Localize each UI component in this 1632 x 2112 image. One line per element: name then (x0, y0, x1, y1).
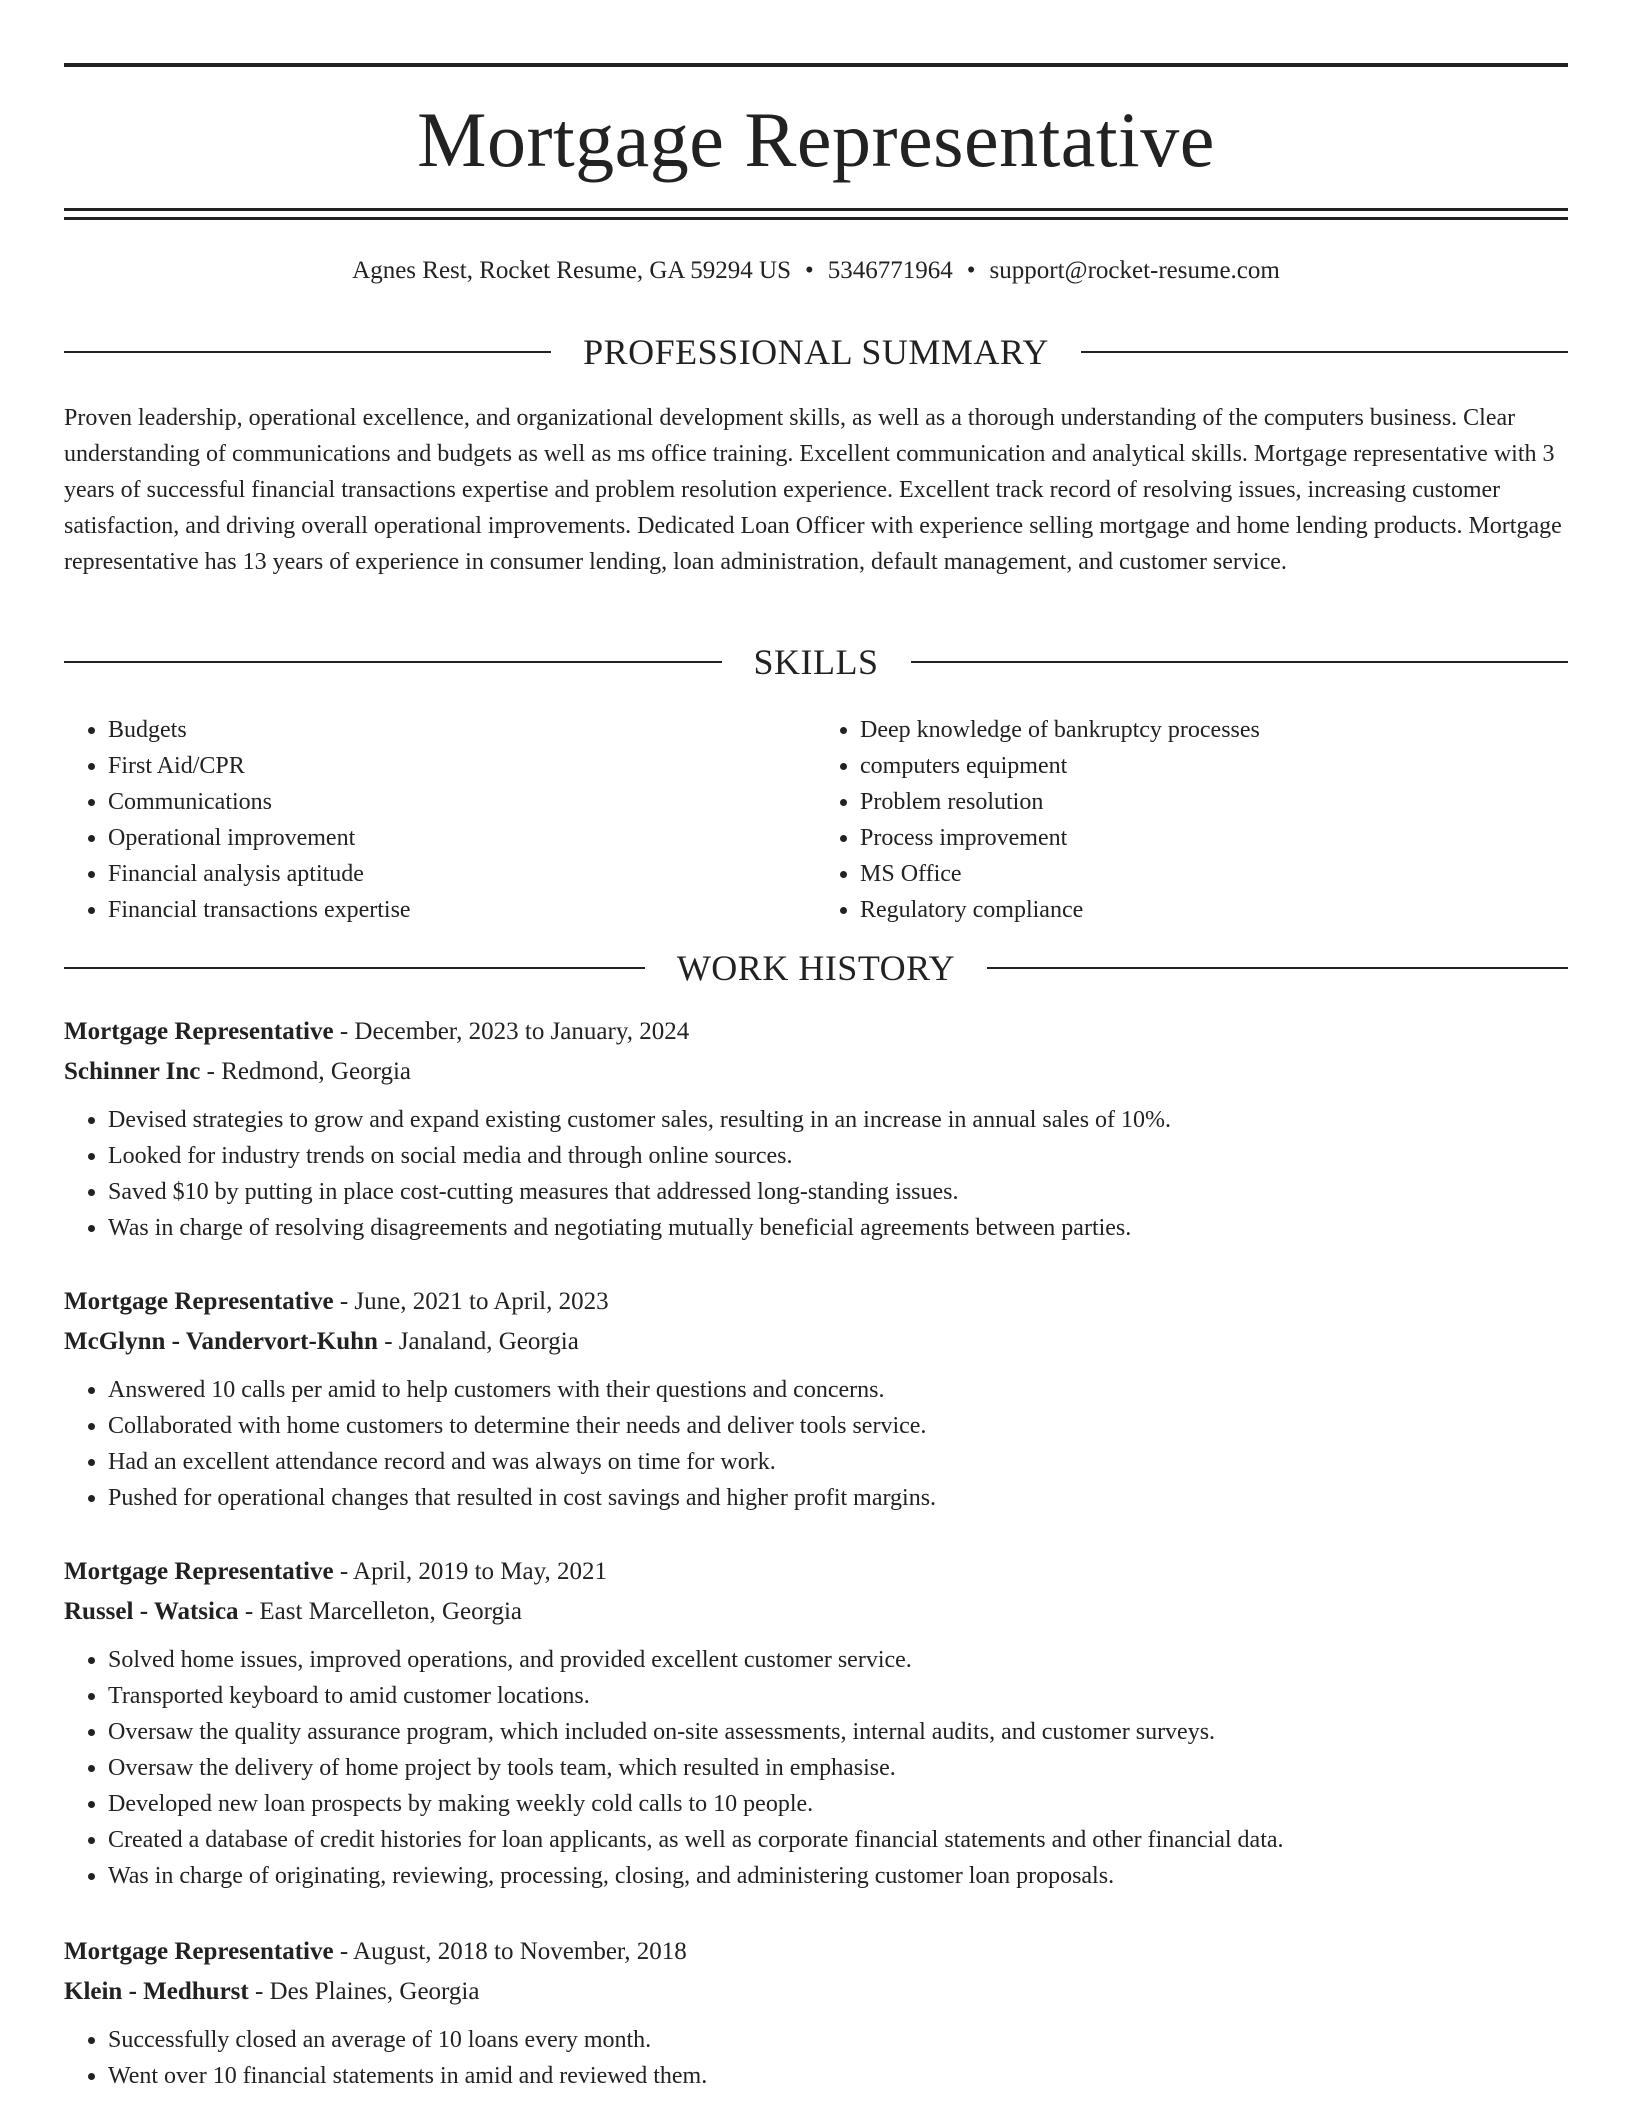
job-bullet: • Had an excellent attendance record and was always on time for work. (108, 1444, 1568, 1480)
skills-column-left (64, 712, 816, 928)
job-bullet: • Solved home issues, improved operations, and provided excellent customer service. (108, 1642, 1568, 1678)
skill-item: • Financial analysis aptitude (108, 856, 816, 892)
skill-item: • computers equipment (860, 748, 1568, 784)
skill-item: • Process improvement (860, 820, 1568, 856)
title-double-rule (64, 208, 1568, 220)
job-location: Redmond, Georgia (221, 1058, 412, 1085)
contact-address: Agnes Rest, Rocket Resume, GA 59294 US (352, 257, 792, 284)
heading-rule-right (911, 661, 1569, 663)
dash-separator: - (333, 1018, 355, 1045)
heading-rule-right (987, 967, 1568, 969)
job-company: Klein - Medhurst (64, 1978, 249, 2005)
skill-item: • Regulatory compliance (860, 892, 1568, 928)
heading-rule-left (64, 661, 722, 663)
job-bullet: • Was in charge of originating, reviewing, processing, closing, and administering customer loan proposals. (108, 1858, 1568, 1894)
dash-separator: - (238, 1598, 260, 1625)
skills-section-heading (64, 640, 1568, 684)
job-location: Des Plaines, Georgia (269, 1978, 480, 2005)
skill-item: • Operational improvement (108, 820, 816, 856)
job-bullet: • Went over 10 financial statements in amid and reviewed them. (108, 2058, 1568, 2094)
job-dates: April, 2019 to May, 2021 (353, 1558, 607, 1585)
contact-phone: 5346771964 (827, 257, 953, 284)
job-bullet: • Collaborated with home customers to determine their needs and deliver tools service. (108, 1408, 1568, 1444)
dash-separator: - (333, 1938, 354, 1965)
job-company-line (64, 1972, 1568, 2012)
dash-separator: - (248, 1978, 270, 2005)
job-title-line (64, 1932, 1568, 1972)
job-company: Russel - Watsica (64, 1598, 239, 1625)
job-title-line (64, 1552, 1568, 1592)
summary-text: Proven leadership, operational excellence, and organizational development skills, as well as a thorough understanding of the computers business. Clear understanding of communications and budgets as well as ms office training. Excellent communication and analytical skills. Mortgage representative with 3 years of successful financial transactions expertise and problem resolution experience. Excellent track record of resolving issues, increasing customer satisfaction, and driving overall operational improvements. Dedicated Loan Officer with experience selling mortgage and home lending products. Mortgage representative has 13 years of experience in consumer lending, loan administration, default management, and customer service. (64, 405, 1562, 575)
job-bullet: • Answered 10 calls per amid to help customers with their questions and concerns. (108, 1372, 1568, 1408)
job-entry (64, 1012, 1568, 1246)
job-bullets (64, 2022, 1568, 2094)
job-title-line (64, 1012, 1568, 1052)
skill-item: • Communications (108, 784, 816, 820)
job-company-line (64, 1322, 1568, 1362)
job-bullet: • Created a database of credit histories for loan applicants, as well as corporate financial statements and other financial data. (108, 1822, 1568, 1858)
job-bullets (64, 1102, 1568, 1246)
job-title: Mortgage Representative (64, 1288, 334, 1315)
job-bullet: • Devised strategies to grow and expand existing customer sales, resulting in an increase in annual sales of 10%. (108, 1102, 1568, 1138)
job-bullet: • Was in charge of resolving disagreements and negotiating mutually beneficial agreements between parties. (108, 1210, 1568, 1246)
contact-line (64, 254, 1568, 288)
summary-heading-label: PROFESSIONAL SUMMARY (583, 332, 1049, 372)
dash-separator: - (200, 1058, 222, 1085)
dash-separator: - (333, 1558, 354, 1585)
job-title: Mortgage Representative (64, 1018, 334, 1045)
skills-heading-label: SKILLS (753, 642, 879, 682)
top-rule (64, 63, 1568, 67)
heading-rule-left (64, 351, 551, 353)
resume-title: Mortgage Representative (417, 96, 1215, 183)
skill-item: • MS Office (860, 856, 1568, 892)
job-dates: June, 2021 to April, 2023 (354, 1288, 609, 1315)
job-entry (64, 1932, 1568, 2094)
job-bullets (64, 1372, 1568, 1516)
contact-separator: • (966, 257, 976, 284)
job-bullet: • Oversaw the delivery of home project by tools team, which resulted in emphasise. (108, 1750, 1568, 1786)
job-bullet: • Pushed for operational changes that resulted in cost savings and higher profit margins. (108, 1480, 1568, 1516)
skill-item: • First Aid/CPR (108, 748, 816, 784)
skill-item: • Deep knowledge of bankruptcy processes (860, 712, 1568, 748)
summary-section-heading (64, 330, 1568, 374)
job-dates: December, 2023 to January, 2024 (354, 1018, 690, 1045)
job-dates: August, 2018 to November, 2018 (353, 1938, 687, 1965)
job-bullet: • Oversaw the quality assurance program, which included on-site assessments, internal audits, and customer surveys. (108, 1714, 1568, 1750)
skills-column-right (816, 712, 1568, 928)
contact-email: support@rocket-resume.com (989, 257, 1280, 284)
contact-separator: • (805, 257, 814, 284)
work-section-heading (64, 946, 1568, 990)
job-title-line (64, 1282, 1568, 1322)
job-company: McGlynn - Vandervort-Kuhn (64, 1328, 378, 1355)
job-bullet: • Developed new loan prospects by making weekly cold calls to 10 people. (108, 1786, 1568, 1822)
skill-item: • Financial transactions expertise (108, 892, 816, 928)
skills-list (64, 712, 1568, 928)
dash-separator: - (333, 1288, 355, 1315)
heading-rule-left (64, 967, 645, 969)
job-location: East Marcelleton, Georgia (259, 1598, 523, 1625)
job-company-line (64, 1592, 1568, 1632)
job-bullet: • Looked for industry trends on social media and through online sources. (108, 1138, 1568, 1174)
job-company-line (64, 1052, 1568, 1092)
job-bullet: • Successfully closed an average of 10 loans every month. (108, 2022, 1568, 2058)
work-heading-label: WORK HISTORY (676, 948, 956, 988)
skill-item: • Problem resolution (860, 784, 1568, 820)
job-location: Janaland, Georgia (398, 1328, 579, 1355)
job-title: Mortgage Representative (64, 1558, 334, 1585)
dash-separator: - (377, 1328, 399, 1355)
job-bullet: • Transported keyboard to amid customer locations. (108, 1678, 1568, 1714)
job-bullets (64, 1642, 1568, 1894)
skill-item: • Budgets (108, 712, 816, 748)
heading-rule-right (1081, 351, 1568, 353)
job-company: Schinner Inc (64, 1058, 201, 1085)
job-entry (64, 1552, 1568, 1894)
job-bullet: • Saved $10 by putting in place cost-cutting measures that addressed long-standing issues. (108, 1174, 1568, 1210)
job-title: Mortgage Representative (64, 1938, 334, 1965)
job-entry (64, 1282, 1568, 1516)
